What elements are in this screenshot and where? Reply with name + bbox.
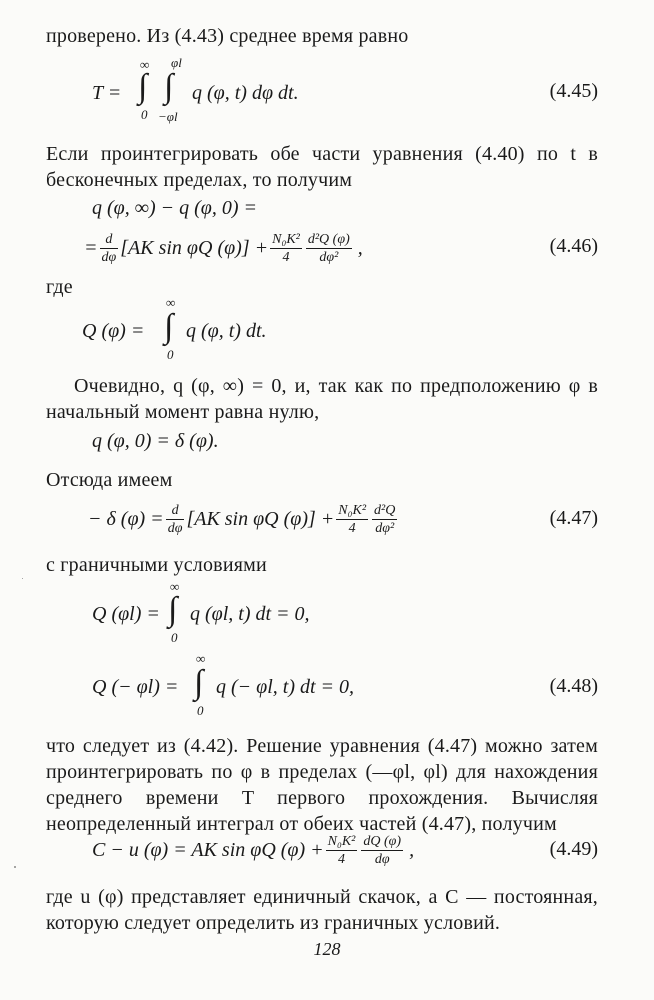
eq448-integral1: ∫	[168, 591, 178, 628]
eq447-lhs: − δ (φ) =	[88, 508, 164, 530]
paragraph-integrate: Если проинтегрировать обе части уравнения (4.40) по t в бесконечных пределах, то получим	[46, 143, 598, 191]
page-number: 128	[313, 939, 341, 959]
eq449-tail: ,	[409, 839, 415, 861]
eq448-lhs1: Q (φl) =	[92, 603, 160, 625]
eqQ-integral: ∫	[164, 308, 174, 345]
eq449-derivative	[361, 834, 403, 867]
paragraph-intro: проверено. Из (4.43) среднее время равно	[46, 25, 409, 47]
eq448-body1: q (φl, t) dt = 0,	[190, 603, 310, 625]
eq445-inner-integral: ∫	[164, 68, 174, 105]
eqQ-lower: 0	[167, 347, 174, 362]
eq447-d2-num: d²Q	[374, 502, 396, 518]
eq446-line2	[84, 230, 363, 266]
eq448-number: (4.48)	[549, 675, 598, 697]
eq447-mid: [AK sin φQ (φ)] +	[186, 508, 335, 530]
eq447-second-derivative	[372, 503, 397, 536]
eq448-upper1: ∞	[170, 579, 180, 594]
paragraph-where: где	[46, 276, 73, 298]
eq449-coef-den: 4	[338, 851, 346, 867]
eq447-number: (4.47)	[549, 507, 598, 529]
paragraph-unit-step: где u (φ) представляет единичный скачок, а C — постоянная, которую следует определить из граничных условий.	[46, 886, 598, 934]
eq447-coef-den: 4	[348, 520, 356, 536]
eq448-lhs2: Q (− φl) =	[92, 676, 179, 698]
eq449-coef-num: N₀K²	[327, 833, 356, 849]
eq447-derivative	[166, 503, 185, 536]
eq445-number: (4.45)	[549, 80, 598, 102]
eq445-inner-lower: −φl	[158, 109, 178, 124]
print-speck	[22, 578, 23, 579]
eq445-body: q (φ, t) dφ dt.	[192, 82, 299, 104]
eq449-d-num: dQ (φ)	[363, 833, 402, 849]
paragraph-solution: что следует из (4.42). Решение уравнения (4.47) можно затем проинтегрировать по φ в пределах (—φl, φl) для нахождения среднего времени T первого прохождения. Вычисляя неопределенный интеграл от обеих частей (4.47), получим	[46, 735, 598, 835]
eq447-d-num: d	[166, 503, 185, 520]
paragraph-boundary: с граничными условиями	[46, 554, 267, 576]
eq446-second-derivative	[306, 232, 352, 265]
eq448-body2: q (− φl, t) dt = 0,	[216, 676, 355, 698]
eq446-d2-num: d²Q (φ)	[307, 231, 350, 247]
eq446-number: (4.46)	[549, 235, 598, 257]
eq446-coef-num: N₀K²	[272, 231, 300, 247]
eq446-coef-den: 4	[282, 249, 290, 265]
eq447-coef	[336, 503, 368, 536]
print-speck	[14, 866, 16, 868]
eq445-outer-integral: ∫	[138, 68, 148, 105]
eq446-d-num: d	[100, 232, 119, 249]
eq446-d-den: dφ	[101, 249, 117, 265]
paragraph-obviously: Очевидно, q (φ, ∞) = 0, и, так как по предположению φ в начальный момент равна нулю,	[46, 375, 598, 423]
paragraph-hence: Отсюда имеем	[46, 469, 173, 491]
eq449-d-den: dφ	[374, 851, 390, 867]
eq447-d-den: dφ	[167, 520, 183, 536]
eq445-lhs: T =	[92, 82, 122, 104]
eq448-lower2: 0	[197, 703, 204, 718]
equation-initial: q (φ, 0) = δ (φ).	[92, 430, 219, 452]
eq448-lower1: 0	[171, 630, 178, 645]
eq449-lhs: C − u (φ) = AK sin φQ (φ) +	[92, 839, 324, 861]
eq445-inner-upper: φl	[171, 55, 182, 70]
eq449-number: (4.49)	[549, 838, 598, 860]
eq447-line	[88, 499, 399, 539]
eq447-coef-num: N₀K²	[338, 502, 367, 518]
eq446-d2-den: dφ²	[319, 249, 339, 265]
eq446-derivative	[100, 232, 119, 265]
eqQ-lhs: Q (φ) =	[82, 320, 145, 342]
eq447-d2-den: dφ²	[375, 520, 395, 536]
eq448-integral2: ∫	[194, 664, 204, 701]
eq448-upper2: ∞	[196, 651, 206, 666]
eq445-outer-upper: ∞	[140, 57, 150, 72]
eq446-mid: [AK sin φQ (φ)] +	[120, 237, 269, 259]
eq446-tail: ,	[357, 237, 363, 259]
eq449-line	[92, 830, 414, 870]
eq446-equals: =	[84, 237, 98, 259]
eq449-coef	[326, 834, 358, 867]
eq446-coef	[270, 232, 302, 265]
eqQ-body: q (φ, t) dt.	[186, 320, 267, 342]
eqQ-upper: ∞	[166, 295, 176, 310]
eq446-line1: q (φ, ∞) − q (φ, 0) =	[92, 197, 258, 219]
eq445-outer-lower: 0	[141, 107, 148, 122]
